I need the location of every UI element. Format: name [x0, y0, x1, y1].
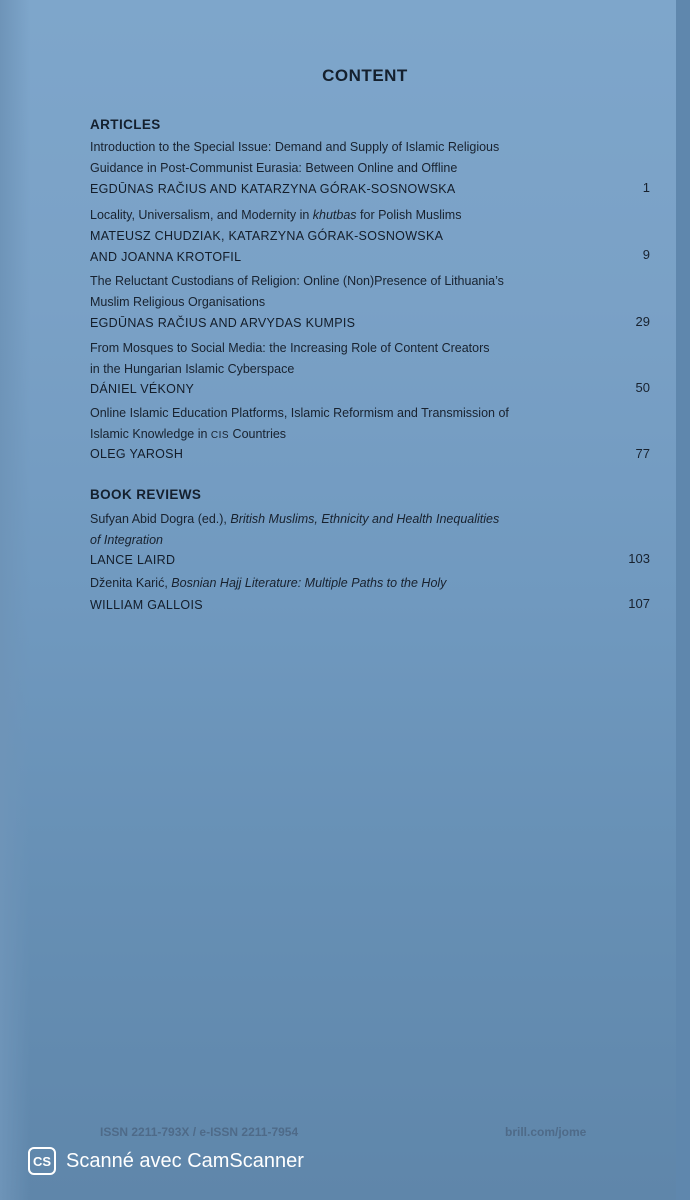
article-3-title-line-2: Muslim Religious Organisations	[90, 295, 266, 309]
article-5-title-text-before: Islamic Knowledge in	[90, 427, 211, 441]
article-2-authors-line-2: AND JOANNA KROTOFIL	[90, 250, 242, 264]
article-1-page-number: 1	[642, 180, 650, 195]
review-2-author: Dženita Karić,	[90, 576, 172, 590]
journal-url-footer: brill.com/jome	[505, 1125, 587, 1139]
review-1-author-editor: Sufyan Abid Dogra (ed.),	[90, 512, 231, 526]
article-2-title-line-1	[90, 208, 461, 222]
article-5-title-line-1: Online Islamic Education Platforms, Islamic Reformism and Transmission of	[90, 406, 509, 420]
articles-section-title: ARTICLES	[90, 117, 161, 132]
issn-footer: ISSN 2211-793X / e-ISSN 2211-7954	[100, 1125, 299, 1139]
article-5-page-number: 77	[635, 446, 650, 461]
camscanner-logo-icon: CS	[28, 1147, 56, 1175]
review-1-book-title: British Muslims, Ethnicity and Health Inequalities	[230, 512, 500, 526]
article-2-page-number: 9	[642, 247, 650, 262]
article-3-authors: EGDŪNAS RAČIUS AND ARVYDAS KUMPIS	[90, 316, 356, 330]
camscanner-watermark	[28, 1144, 304, 1178]
page-title: CONTENT	[322, 66, 408, 85]
page-shadow-left	[0, 0, 30, 1200]
review-2-page-number: 107	[628, 596, 650, 611]
review-1-line-2: of Integration	[90, 533, 163, 547]
article-5-title-text-after: Countries	[229, 427, 287, 441]
article-4-page-number: 50	[635, 380, 650, 395]
article-4-title-line-2: in the Hungarian Islamic Cyberspace	[90, 362, 295, 376]
camscanner-label: Scanné avec CamScanner	[66, 1149, 304, 1172]
article-2-title-text-before: Locality, Universalism, and Modernity in	[90, 208, 313, 222]
review-1-page-number: 103	[628, 551, 650, 566]
review-2-book-title: Bosnian Hajj Literature: Multiple Paths to the Holy	[171, 576, 447, 590]
article-4-authors: DÁNIEL VÉKONY	[90, 382, 195, 396]
review-1-reviewer: LANCE LAIRD	[90, 553, 176, 567]
book-reviews-section-title: BOOK REVIEWS	[90, 487, 202, 502]
article-1-title-line-1: Introduction to the Special Issue: Demand and Supply of Islamic Religious	[90, 140, 500, 154]
article-2-authors-line-1: MATEUSZ CHUDZIAK, KATARZYNA GÓRAK-SOSNOWSKA	[90, 229, 444, 243]
article-4-title-line-1: From Mosques to Social Media: the Increasing Role of Content Creators	[90, 341, 490, 355]
review-2-line-1	[90, 576, 446, 590]
article-5-title-line-2	[90, 427, 286, 441]
review-1-line-1	[90, 512, 499, 526]
article-5-title-small-caps: CIS	[210, 430, 230, 441]
article-3-title-line-1: The Reluctant Custodians of Religion: Online (Non)Presence of Lithuania’s	[90, 274, 504, 288]
article-2-title-text-after: for Polish Muslims	[356, 208, 462, 222]
article-5-authors: OLEG YAROSH	[90, 447, 184, 461]
article-2-title-italic: khutbas	[312, 208, 357, 222]
article-3-page-number: 29	[635, 314, 650, 329]
review-2-reviewer: WILLIAM GALLOIS	[90, 598, 203, 612]
page-edge-right	[676, 0, 690, 1200]
article-1-title-line-2: Guidance in Post-Communist Eurasia: Between Online and Offline	[90, 161, 458, 175]
article-1-authors: EGDŪNAS RAČIUS AND KATARZYNA GÓRAK-SOSNOWSKA	[90, 182, 456, 196]
